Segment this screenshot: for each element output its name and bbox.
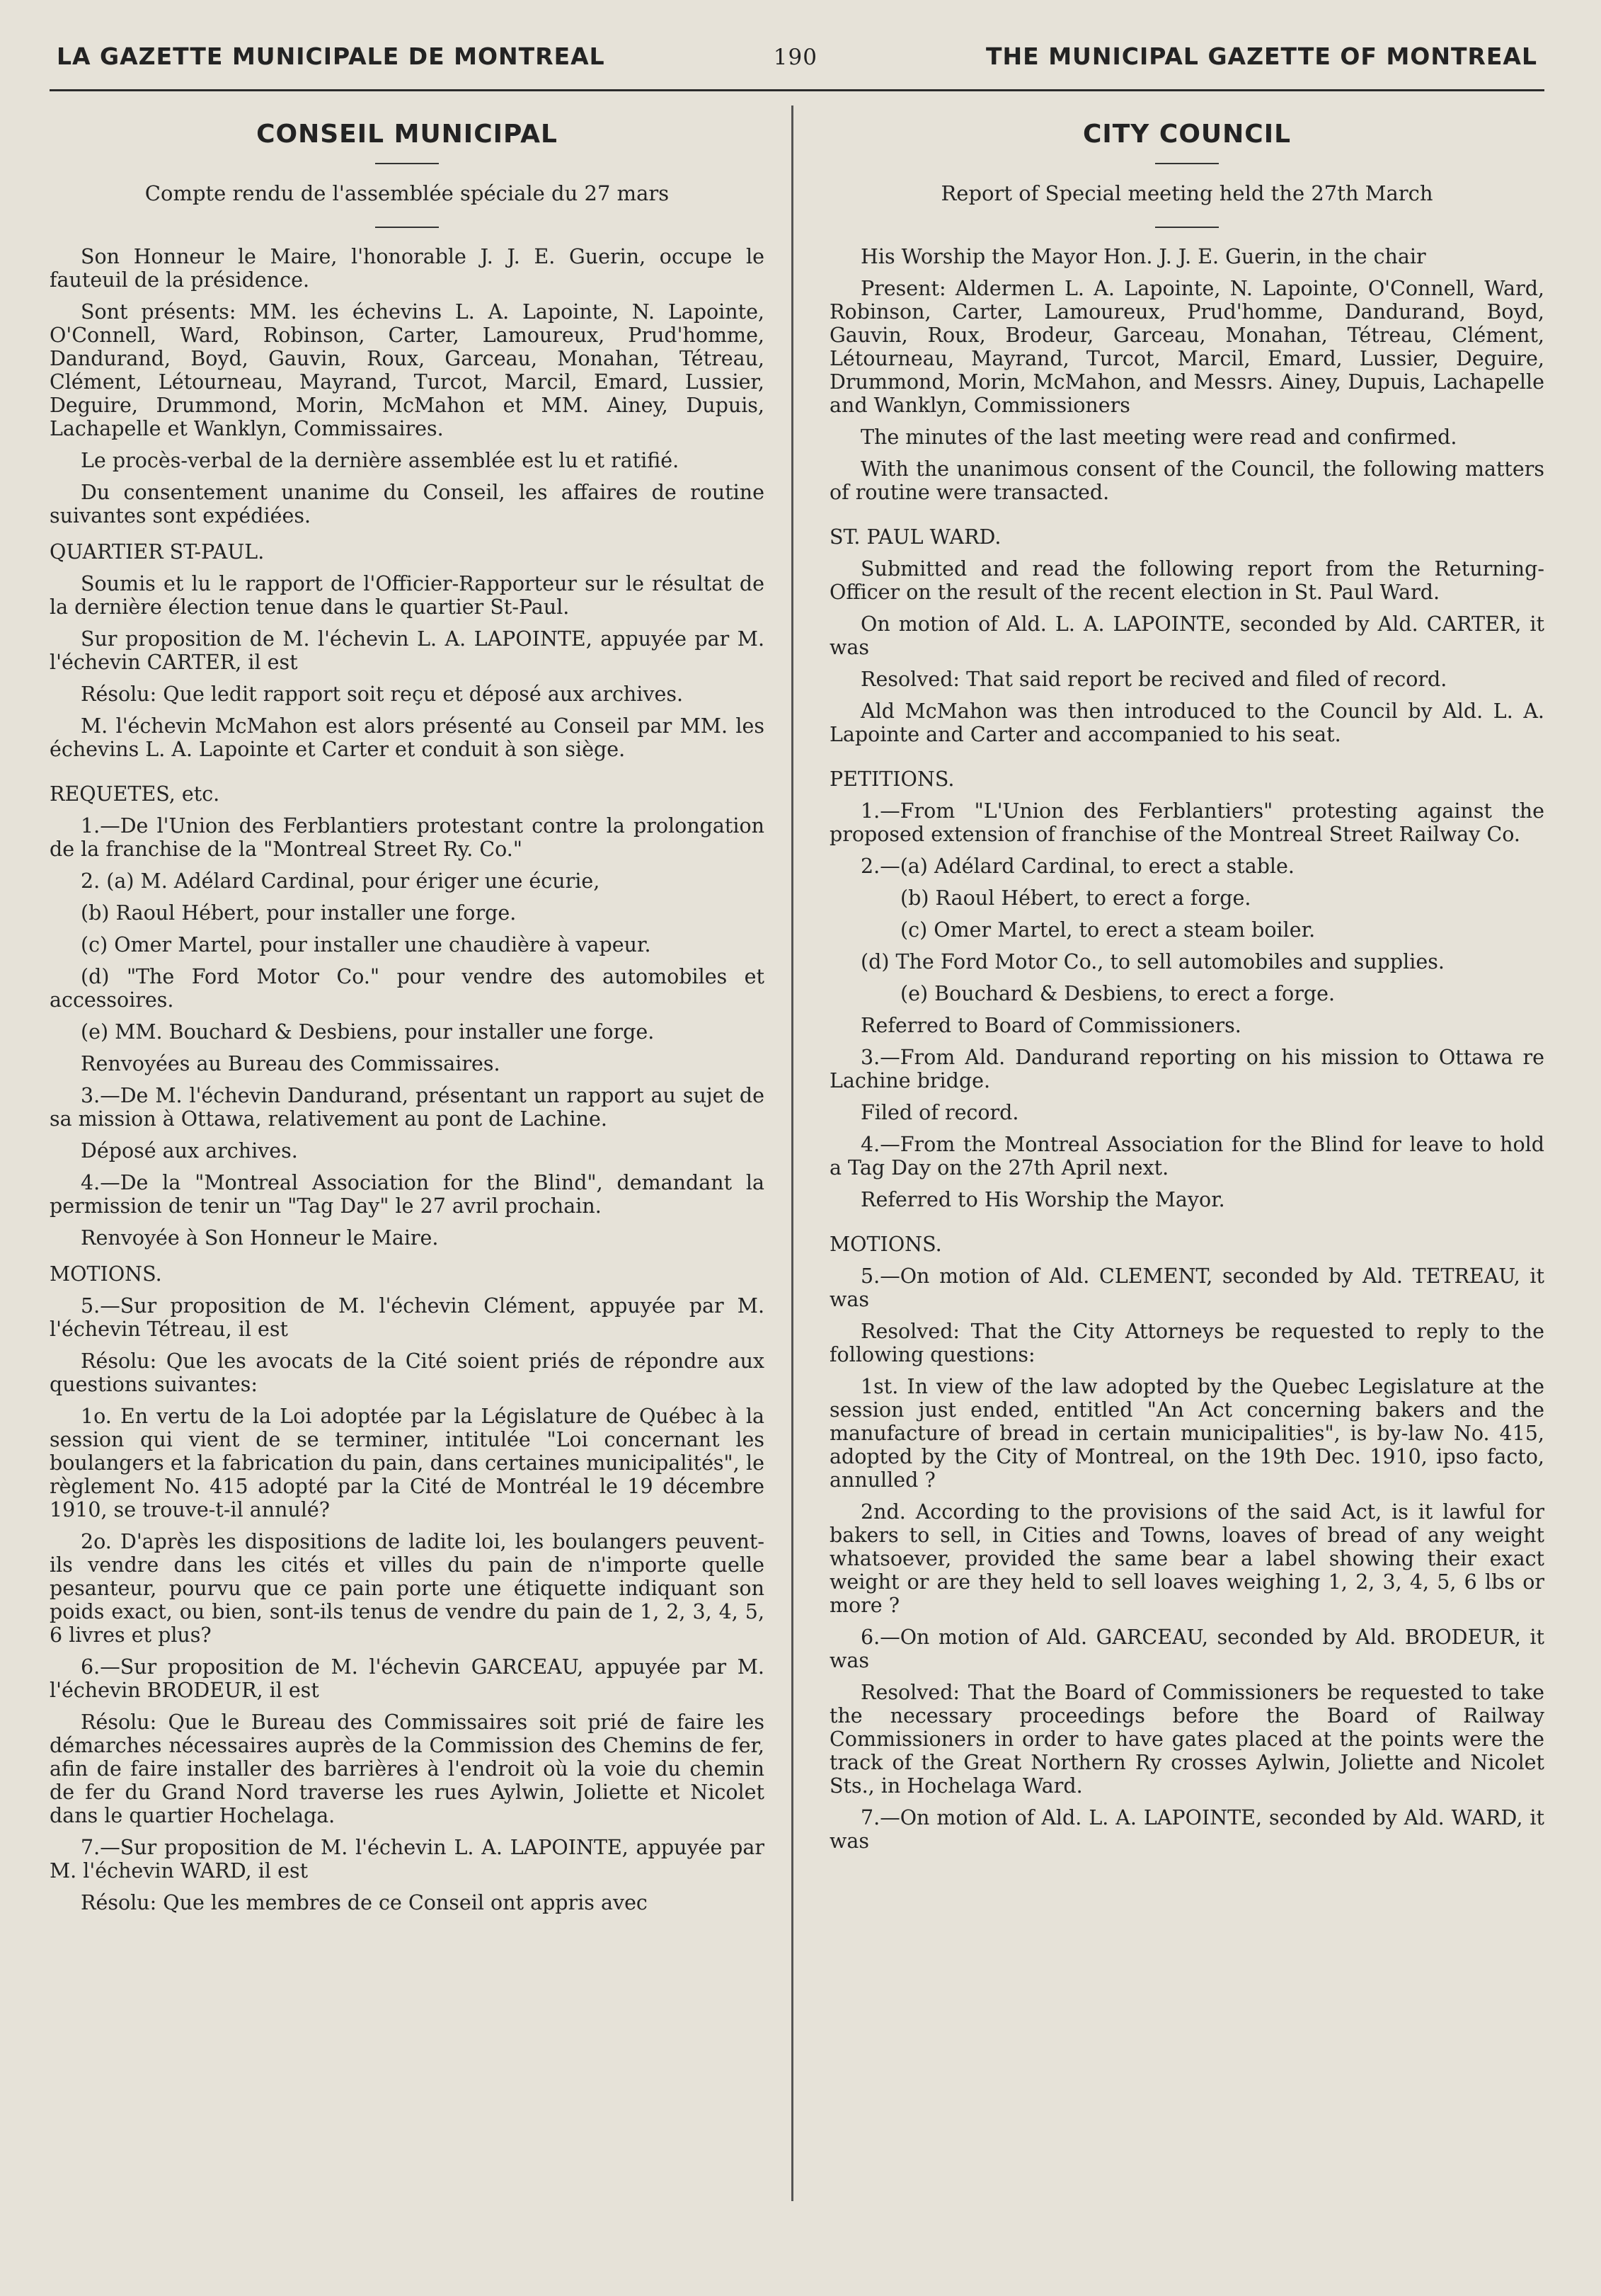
paragraph: 3.—From Ald. Dandurand reporting on his mission to Ottawa re Lachine bridge.: [830, 1046, 1544, 1092]
paragraph: 6.—Sur proposition de M. l'échevin GARCEAU, appuyée par M. l'échevin BRODEUR, il est: [50, 1655, 764, 1702]
french-subtitle: Compte rendu de l'assemblée spéciale du 27 mars: [144, 181, 670, 205]
paragraph: 3.—De M. l'échevin Dandurand, présentant un rapport au sujet de sa mission à Ottawa, relativement au pont de Lachine.: [50, 1084, 764, 1131]
paragraph: M. l'échevin McMahon est alors présenté au Conseil par MM. les échevins L. A. Lapointe et Carter et conduit à son siège.: [50, 714, 764, 761]
paragraph: (c) Omer Martel, pour installer une chaudière à vapeur.: [81, 933, 651, 956]
paragraph: 1.—De l'Union des Ferblantiers protestant contre la prolongation de la franchise de la "Montreal Street Ry. Co.": [50, 814, 764, 861]
paragraph: Resolved: That the City Attorneys be requested to reply to the following questions:: [830, 1320, 1544, 1366]
paragraph: Present: Aldermen L. A. Lapointe, N. Lapointe, O'Connell, Ward, Robinson, Carter, Lamoureux, Prud'homme, Dandurand, Boyd, Gauvin, Roux, Brodeur, Garceau, Monahan, Tétreau, Clément, Létourneau, Mayrand, Turcot, Marcil, Emard, Lussier, Deguire, Drummond, Morin, McMahon, and Messrs. Ainey, Dupuis, Lachapelle and Wanklyn, Commissioners: [830, 277, 1544, 417]
paragraph: Resolved: That the Board of Commissioners be requested to take the necessary proceedings before the Board of Railway Commissioners in order to have gates placed at the points were the track of the Great Northern Ry crosses Aylwin, Joliette and Nicolet Sts., in Hochelaga Ward.: [830, 1681, 1544, 1798]
header-right-title: THE MUNICIPAL GAZETTE OF MONTREAL: [986, 42, 1537, 70]
paragraph: Résolu: Que ledit rapport soit reçu et déposé aux archives.: [81, 682, 684, 706]
french-title: CONSEIL MUNICIPAL: [256, 120, 558, 149]
paragraph: Renvoyée à Son Honneur le Maire.: [81, 1226, 439, 1250]
paragraph: Résolu: Que les membres de ce Conseil ont appris avec: [81, 1891, 648, 1914]
paragraph: 2.—(a) Adélard Cardinal, to erect a stable.: [861, 855, 1295, 878]
paragraph: 7.—Sur proposition de M. l'échevin L. A. LAPOINTE, appuyée par M. l'échevin WARD, il est: [50, 1836, 764, 1883]
paragraph: Sur proposition de M. l'échevin L. A. LAPOINTE, appuyée par M. l'échevin CARTER, il est: [50, 627, 764, 674]
paragraph: On motion of Ald. L. A. LAPOINTE, seconded by Ald. CARTER, it was: [830, 612, 1544, 659]
paragraph: (d) The Ford Motor Co., to sell automobiles and supplies.: [861, 950, 1445, 973]
english-subtitle: Report of Special meeting held the 27th March: [941, 181, 1433, 205]
section-heading: QUARTIER ST-PAUL.: [50, 540, 265, 564]
paragraph: Le procès-verbal de la dernière assemblée est lu et ratifié.: [81, 449, 679, 472]
paragraph: Sont présents: MM. les échevins L. A. Lapointe, N. Lapointe, O'Connell, Ward, Robinson, Carter, Lamoureux, Prud'homme, Dandurand, Boyd, Gauvin, Roux, Garceau, Monahan, Tétreau, Clément, Létourneau, Mayrand, Turcot, Marcil, Emard, Lussier, Deguire, Drummond, Morin, McMahon et MM. Ainey, Dupuis, Lachapelle et Wanklyn, Commissaires.: [50, 300, 764, 440]
paragraph: 6.—On motion of Ald. GARCEAU, seconded by Ald. BRODEUR, it was: [830, 1626, 1544, 1672]
paragraph: His Worship the Mayor Hon. J. J. E. Guerin, in the chair: [861, 245, 1426, 268]
paragraph: (e) MM. Bouchard & Desbiens, pour installer une forge.: [81, 1020, 655, 1044]
page-header: [50, 42, 1544, 91]
two-column-body: [50, 105, 1544, 1923]
paragraph: 5.—On motion of Ald. CLEMENT, seconded by Ald. TETREAU, it was: [830, 1264, 1544, 1311]
title-rule: [1155, 163, 1219, 164]
paragraph: Referred to Board of Commissioners.: [861, 1014, 1241, 1037]
paragraph: 2. (a) M. Adélard Cardinal, pour ériger une écurie,: [81, 869, 600, 893]
paragraph: Filed of record.: [861, 1101, 1019, 1124]
paragraph: (d) "The Ford Motor Co." pour vendre des automobiles et accessoires.: [50, 965, 764, 1012]
paragraph: 7.—On motion of Ald. L. A. LAPOINTE, seconded by Ald. WARD, it was: [830, 1806, 1544, 1853]
paragraph: Résolu: Que le Bureau des Commissaires soit prié de faire les démarches nécessaires auprès de la Commission des Chemins de fer, afin de faire installer des barrières à l'endroit où la voie du chemin de fer du Grand Nord traverse les rues Aylwin, Joliette et Nicolet dans le quartier Hochelaga.: [50, 1710, 764, 1827]
paragraph: Submitted and read the following report from the Returning-Officer on the result of the recent election in St. Paul Ward.: [830, 557, 1544, 604]
page-number: 190: [773, 45, 817, 70]
paragraph: Resolved: That said report be recived and filed of record.: [861, 668, 1447, 691]
paragraph: 4.—From the Montreal Association for the Blind for leave to hold a Tag Day on the 27th April next.: [830, 1133, 1544, 1180]
paragraph: (b) Raoul Hébert, to erect a forge.: [900, 886, 1251, 910]
paragraph: 1o. En vertu de la Loi adoptée par la Législature de Québec à la session qui vient de se terminer, intitulée "Loi concernant les boulangers et la fabrication du pain, dans certaines municipalités", le règlement No. 415 adopté par la Cité de Montréal le 19 décembre 1910, se trouve-t-il annulé?: [50, 1405, 764, 1521]
subtitle-rule: [1155, 227, 1219, 228]
subtitle-rule: [375, 227, 439, 228]
paragraph: 2nd. According to the provisions of the said Act, is it lawful for bakers to sell, in Cities and Towns, loaves of bread of any weight whatsoever, provided the same bear a label showing their exact weight or are they held to sell loaves weighing 1, 2, 3, 4, 5, 6 lbs or more ?: [830, 1500, 1544, 1617]
paragraph: 4.—De la "Montreal Association for the Blind", demandant la permission de tenir un "Tag Day" le 27 avril prochain.: [50, 1171, 764, 1218]
section-heading: REQUETES, etc.: [50, 782, 220, 806]
section-heading: MOTIONS.: [830, 1233, 942, 1256]
paragraph: (b) Raoul Hébert, pour installer une forge.: [81, 901, 517, 925]
paragraph: 5.—Sur proposition de M. l'échevin Clément, appuyée par M. l'échevin Tétreau, il est: [50, 1294, 764, 1341]
paragraph: Du consentement unanime du Conseil, les affaires de routine suivantes sont expédiées.: [50, 481, 764, 527]
paragraph: (c) Omer Martel, to erect a steam boiler.: [900, 918, 1316, 942]
paragraph: The minutes of the last meeting were read and confirmed.: [861, 425, 1457, 449]
section-heading: ST. PAUL WARD.: [830, 525, 1002, 549]
paragraph: Ald McMahon was then introduced to the Council by Ald. L. A. Lapointe and Carter and accompanied to his seat.: [830, 699, 1544, 746]
header-left-title: LA GAZETTE MUNICIPALE DE MONTREAL: [57, 42, 605, 70]
section-heading: PETITIONS.: [830, 767, 955, 791]
paragraph: Renvoyées au Bureau des Commissaires.: [81, 1052, 500, 1075]
paragraph: 1st. In view of the law adopted by the Quebec Legislature at the session just ended, entitled "An Act concerning bakers and the manufacture of bread in certain municipalities", is by-law No. 415, adopted by the City of Montreal, on the 19th Dec. 1910, ipso facto, annulled ?: [830, 1375, 1544, 1492]
paragraph: Son Honneur le Maire, l'honorable J. J. E. Guerin, occupe le fauteuil de la présidence.: [50, 245, 764, 292]
french-column: [50, 105, 764, 1923]
column-divider: [791, 105, 793, 2201]
english-title: CITY COUNCIL: [1082, 120, 1292, 149]
english-column: [830, 105, 1544, 1923]
title-rule: [375, 163, 439, 164]
section-heading: MOTIONS.: [50, 1262, 162, 1286]
paragraph: Déposé aux archives.: [81, 1139, 298, 1163]
paragraph: Soumis et lu le rapport de l'Officier-Rapporteur sur le résultat de la dernière élection tenue dans le quartier St-Paul.: [50, 572, 764, 619]
paragraph: 1.—From "L'Union des Ferblantiers" protesting against the proposed extension of franchise of the Montreal Street Railway Co.: [830, 799, 1544, 846]
paragraph: (e) Bouchard & Desbiens, to erect a forge.: [900, 982, 1336, 1005]
paragraph: Referred to His Worship the Mayor.: [861, 1188, 1225, 1211]
paragraph: 2o. D'après les dispositions de ladite loi, les boulangers peuvent-ils vendre dans les cités et villes du pain de n'importe quelle pesanteur, pourvu que ce pain porte une étiquette indiquant son poids exact, ou bien, sont-ils tenus de vendre du pain de 1, 2, 3, 4, 5, 6 livres et plus?: [50, 1530, 764, 1647]
paragraph: With the unanimous consent of the Council, the following matters of routine were transacted.: [830, 457, 1544, 504]
paragraph: Résolu: Que les avocats de la Cité soient priés de répondre aux questions suivantes:: [50, 1349, 764, 1396]
